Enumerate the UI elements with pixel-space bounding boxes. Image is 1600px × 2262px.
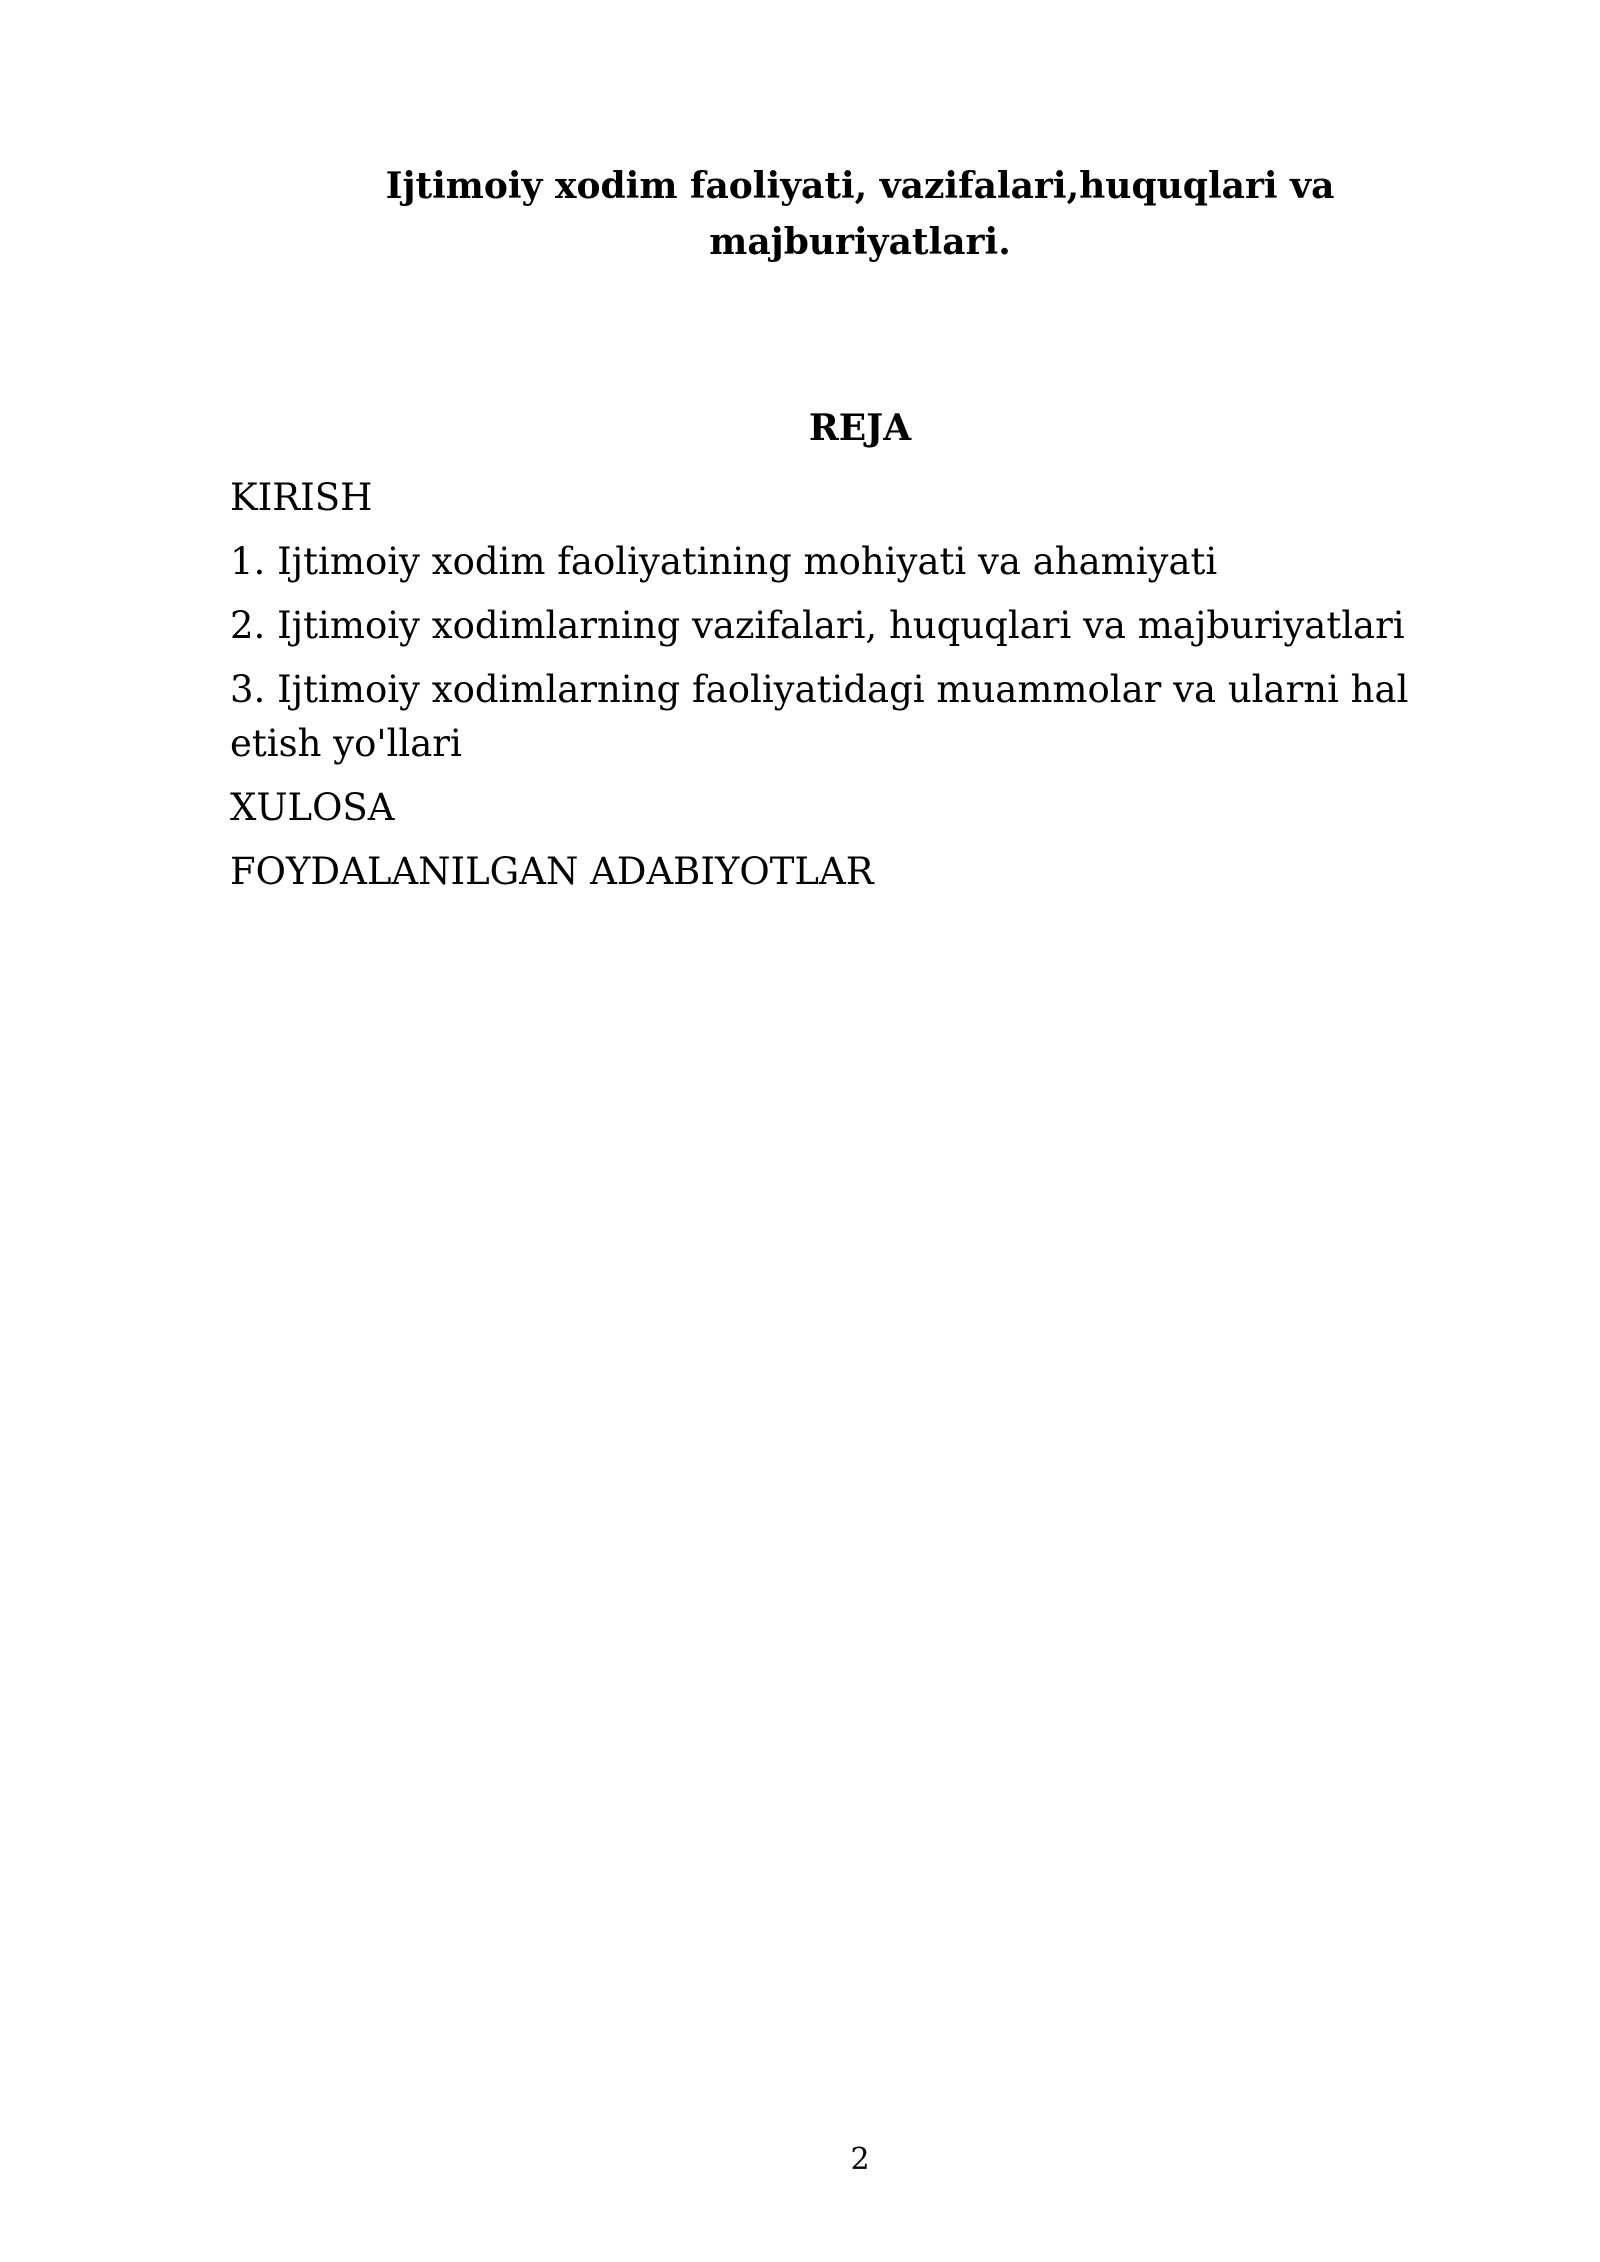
plan-item-1: 1. Ijtimoiy xodim faoliyatining mohiyati va ahamiyati — [230, 540, 1218, 583]
plan-item-2: 2. Ijtimoiy xodimlarning vazifalari, huquqlari va majburiyatlari — [230, 604, 1405, 647]
plan-list — [230, 471, 1450, 909]
plan-item-conclusion: XULOSA — [230, 786, 395, 829]
plan-item-3: 3. Ijtimoiy xodimlarning faoliyatidagi muammolar va ularni hal etish yo'llari — [230, 668, 1409, 765]
document-title: Ijtimoiy xodim faoliyati, vazifalari,huquqlari va majburiyatlari. — [385, 165, 1335, 263]
plan-item-introduction: KIRISH — [230, 476, 373, 519]
page-number: 2 — [850, 2142, 870, 2177]
plan-heading: REJA — [808, 407, 912, 449]
plan-item-references: FOYDALANILGAN ADABIYOTLAR — [230, 850, 874, 893]
